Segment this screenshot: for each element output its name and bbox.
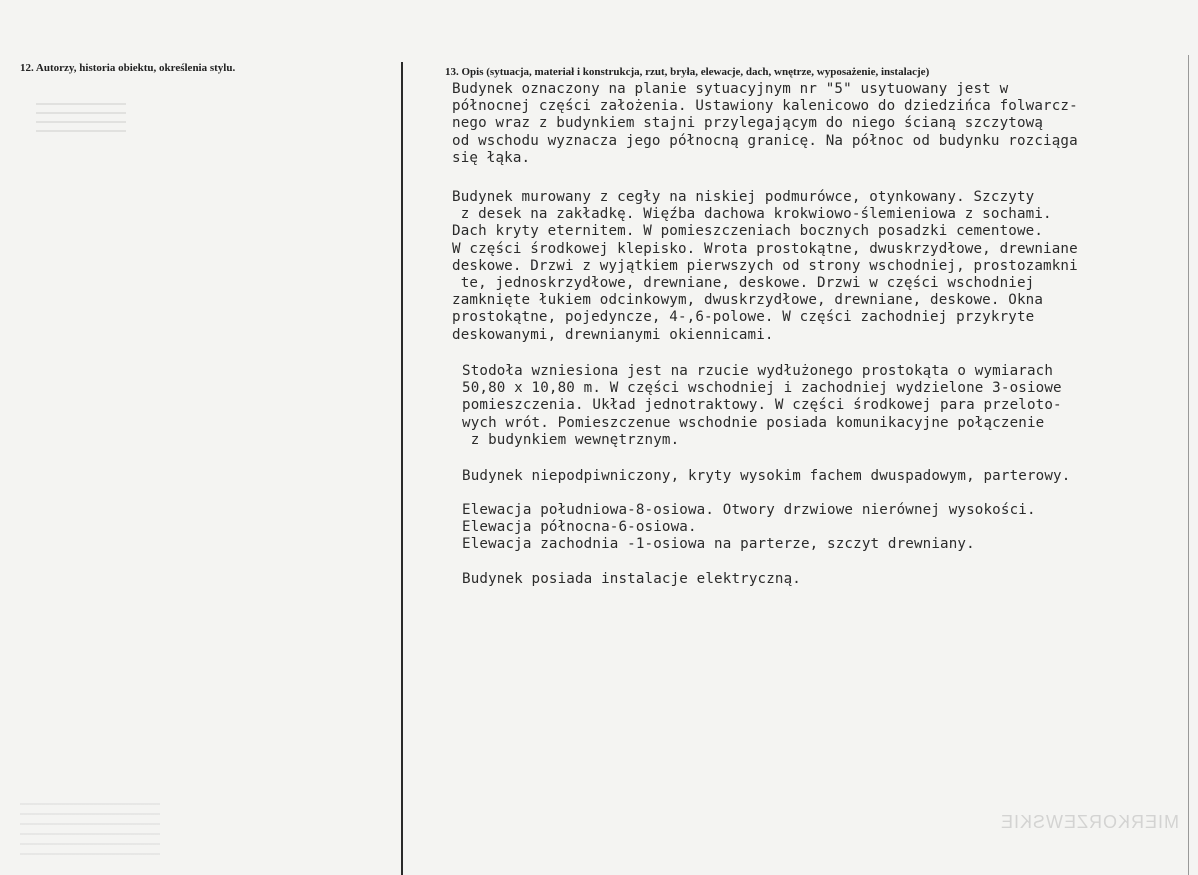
description-paragraph: Budynek murowany z cegły na niskiej podmurówce, otynkowany. Szczyty z desek na zakładkę. Więźba dachowa krokwiowo-ślemieniowa z sochami. Dach kryty eternitem. W pomieszczeniach bocznych posadzki cementowe. W części środkowej klepisko. Wrota prostokątne, dwuskrzydłowe, drewniane deskowe. Drzwi z wyjątkiem pierwszych od strony wschodniej, prostozamkni te, jednoskrzydłowe, drewniane, deskowe. Drzwi w części wschodniej zamknięte łukiem odcinkowym, dwuskrzydłowe, drewniane, deskowe. Okna prostokątne, pojedyncze, 4-,6-polowe. W części zachodniej przykryte deskowanymi, drewnianymi okiennicami. [452, 189, 1078, 343]
page-edge-line [1188, 55, 1189, 875]
description-paragraph: Budynek oznaczony na planie sytuacyjnym nr "5" usytuowany jest w północnej części założenia. Ustawiony kalenicowo do dziedzińca folwarcz- nego wraz z budynkiem stajni przylegającym do niego ścianą szczytową od wschodu wyznacza jego północną granicę. Na północ od budynku rozciąga się łąka. [452, 81, 1078, 166]
mirrored-watermark: MIERKORZEWSKIE [1000, 812, 1180, 832]
description-paragraph: Budynek niepodpiwniczony, kryty wysokim fachem dwuspadowym, parterowy. [462, 468, 1071, 484]
faded-text-remnant [20, 795, 160, 855]
faded-text-remnant [36, 100, 126, 132]
section-13-heading: 13. Opis (sytuacja, materiał i konstrukcja, rzut, bryła, elewacje, dach, wnętrze, wyposażenie, instalacje) [445, 66, 930, 78]
section-12-heading: 12. Autorzy, historia obiektu, określenia stylu. [20, 62, 236, 74]
description-paragraph: Stodoła wzniesiona jest na rzucie wydłużonego prostokąta o wymiarach 50,80 x 10,80 m. W części wschodniej i zachodniej wydzielone 3-osiowe pomieszczenia. Układ jednotraktowy. W części środkowej para przeloto- wych wrót. Pomieszczenue wschodnie posiada komunikacyjne połączenie z budynkiem wewnętrznym. [462, 363, 1062, 448]
column-divider [401, 62, 403, 875]
description-paragraph: Elewacja południowa-8-osiowa. Otwory drzwiowe nierównej wysokości. Elewacja północna-6-osiowa. Elewacja zachodnia -1-osiowa na parterze, szczyt drewniany. [462, 502, 1036, 553]
description-paragraph: Budynek posiada instalacje elektryczną. [462, 571, 801, 587]
